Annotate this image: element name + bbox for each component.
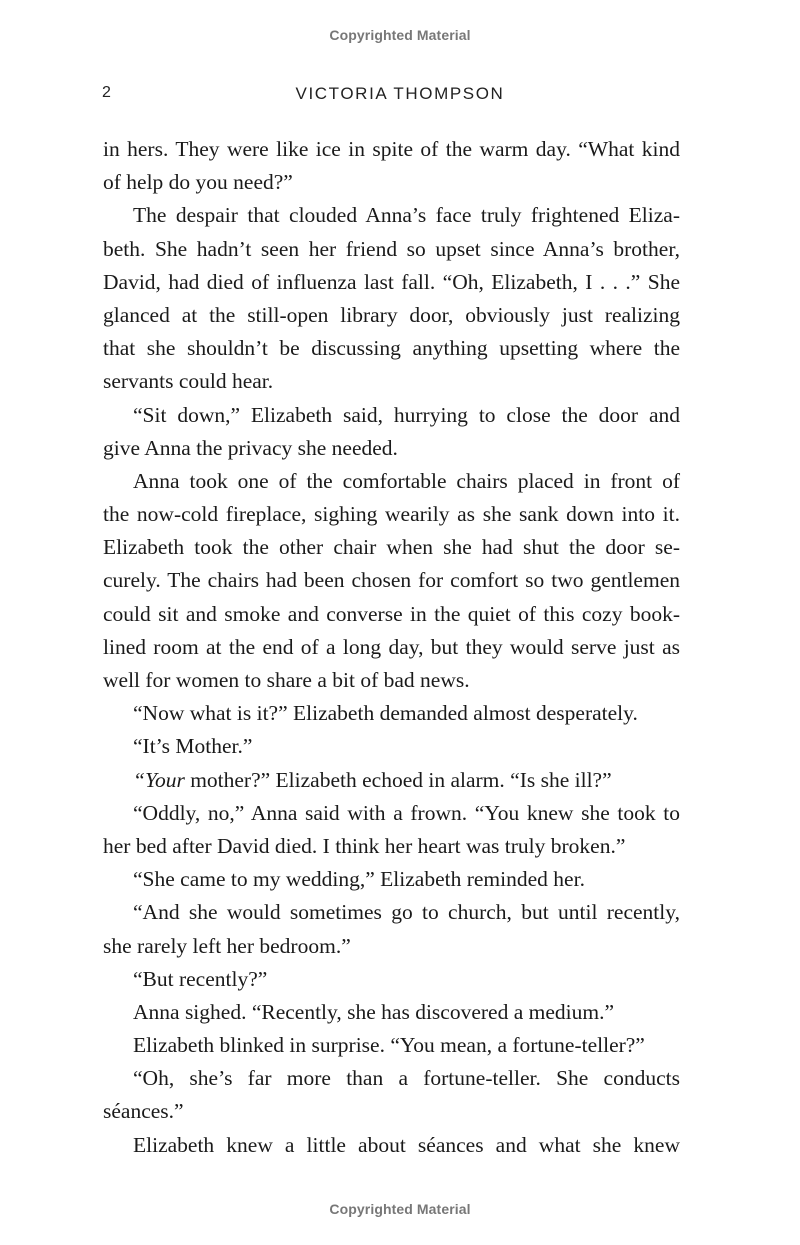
text-line: her bed after David died. I think her heart was truly broken.” (103, 833, 626, 858)
text-line: Elizabeth blinked in surprise. “You mean, a fortune-teller?” (133, 1033, 645, 1058)
text-line: the now-cold fireplace, sighing wearily as she sank down into it. (103, 502, 680, 527)
text-line: servants could hear. (103, 369, 274, 394)
text-line: The despair that clouded Anna’s face truly frightened Eliza- (133, 203, 680, 228)
copyright-watermark-bottom: Copyrighted Material (329, 1201, 471, 1217)
text-line: “She came to my wedding,” Elizabeth reminded her. (133, 867, 585, 892)
text-line: in hers. They were like ice in spite of the warm day. “What kind (103, 137, 680, 161)
text-line: that she shouldn’t be discussing anything upsetting where the (103, 336, 680, 361)
text-line: lined room at the end of a long day, but they would serve just as (103, 634, 680, 659)
text-line: Anna took one of the comfortable chairs placed in front of (133, 468, 680, 493)
text-line: glanced at the still-open library door, obviously just realizing (103, 302, 680, 327)
text-line: well for women to share a bit of bad news. (103, 668, 470, 692)
text-line: she rarely left her bedroom.” (103, 933, 351, 958)
text-line: “Oddly, no,” Anna said with a frown. “You knew she took to (133, 800, 680, 825)
text-line: “Now what is it?” Elizabeth demanded almost desperately. (133, 701, 638, 726)
emphasis-text: “Your (133, 767, 185, 792)
text-line: séances.” (103, 1099, 184, 1124)
text-line: “But recently?” (133, 966, 268, 991)
text-run: mother?” Elizabeth echoed in alarm. “Is she ill?” (184, 767, 612, 792)
text-line: David, had died of influenza last fall. “Oh, Elizabeth, I . . .” She (103, 269, 680, 294)
text-line: of help do you need?” (103, 170, 293, 195)
copyright-watermark-top: Copyrighted Material (329, 27, 471, 43)
text-line (103, 764, 680, 797)
body-text (103, 133, 680, 1162)
text-line: Anna sighed. “Recently, she has discovered a medium.” (133, 999, 615, 1024)
text-line: Elizabeth took the other chair when she had shut the door se- (103, 535, 680, 560)
text-line: beth. She hadn’t seen her friend so upset since Anna’s brother, (103, 236, 680, 261)
running-head (0, 84, 800, 108)
text-line: give Anna the privacy she needed. (103, 435, 398, 460)
author-header: VICTORIA THOMPSON (295, 84, 505, 103)
text-line: “And she would sometimes go to church, but until recently, (133, 900, 680, 925)
text-line: “It’s Mother.” (133, 734, 253, 759)
text-line: curely. The chairs had been chosen for comfort so two gentlemen (103, 568, 680, 593)
text-line: “Oh, she’s far more than a fortune-teller. She conducts (133, 1066, 680, 1091)
text-line: Elizabeth knew a little about séances and what she knew (133, 1132, 680, 1157)
text-line: could sit and smoke and converse in the quiet of this cozy book- (103, 601, 680, 626)
page-number: 2 (102, 84, 111, 101)
text-line: “Sit down,” Elizabeth said, hurrying to close the door and (133, 402, 680, 427)
